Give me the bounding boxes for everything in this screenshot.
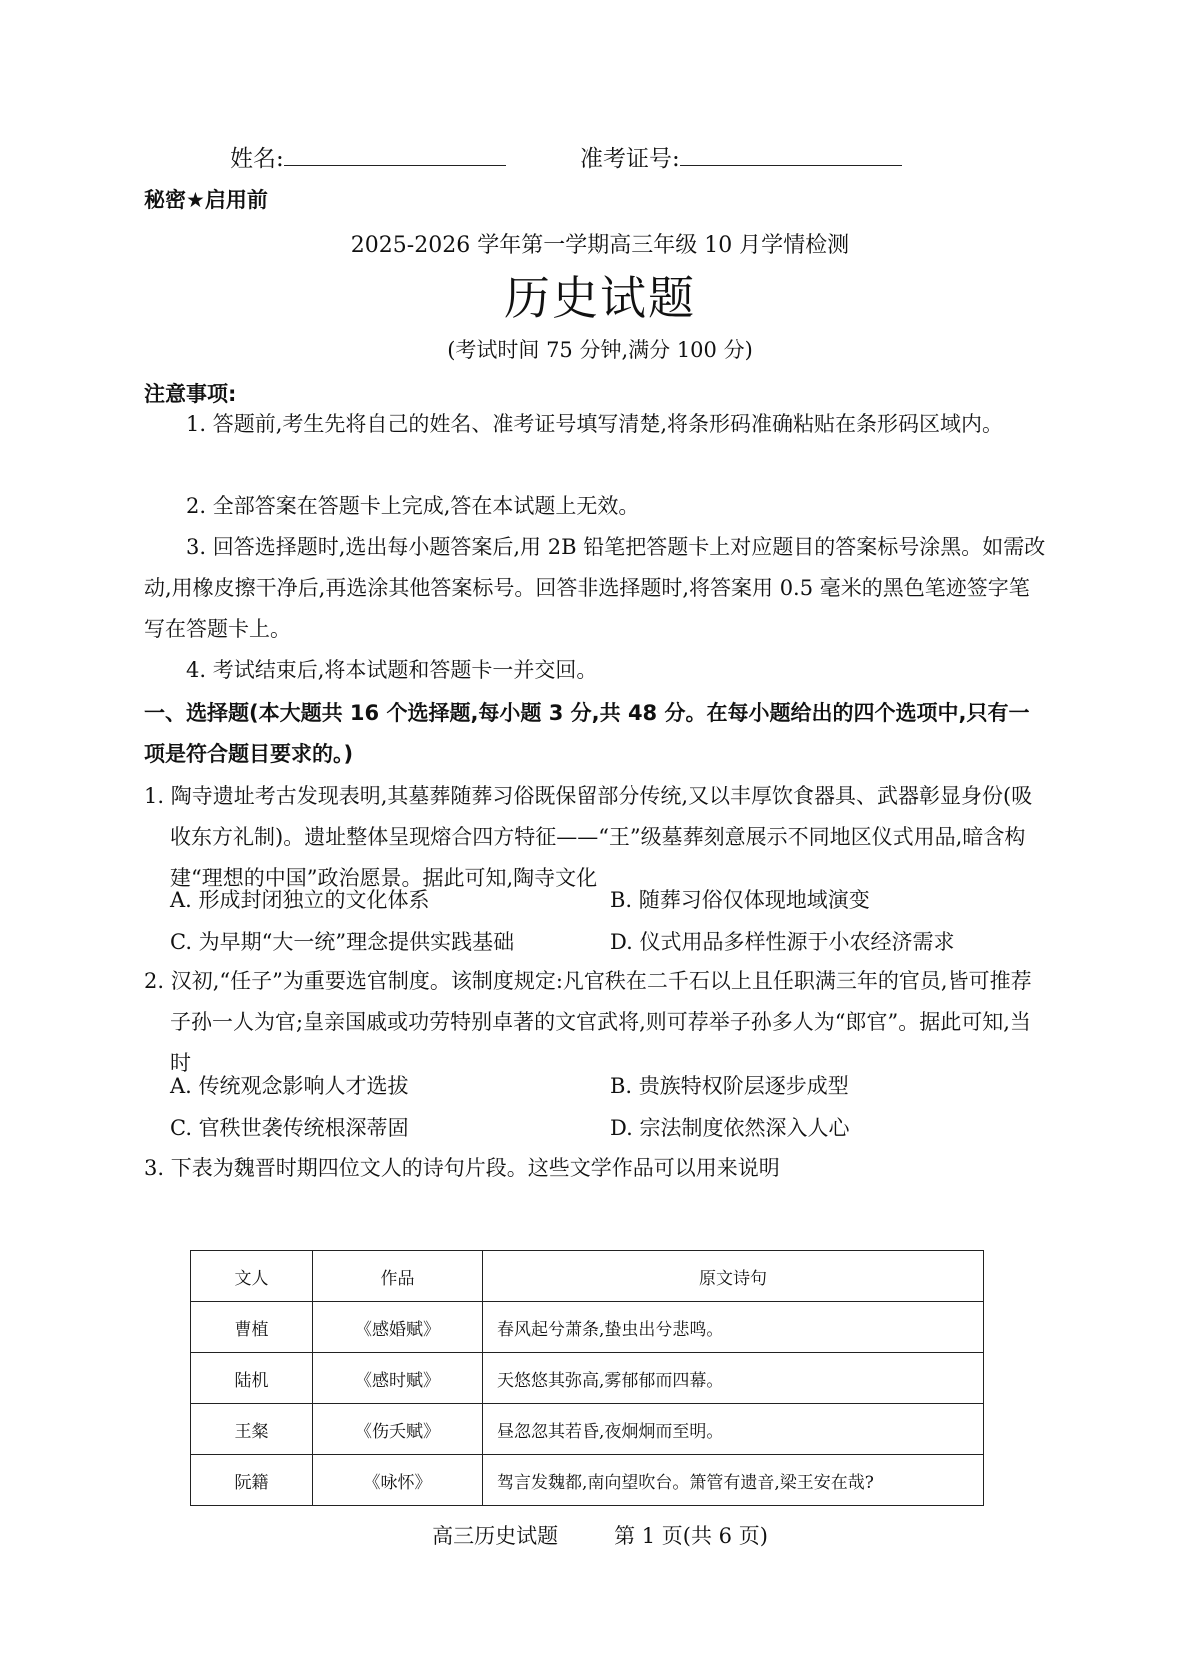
exam-subtitle: 2025-2026 学年第一学期高三年级 10 月学情检测 bbox=[350, 233, 850, 258]
question-stem: 3. 下表为魏晋时期四位文人的诗句片段。这些文学作品可以用来说明 bbox=[144, 1156, 780, 1180]
name-label: 姓名: bbox=[230, 146, 284, 172]
footer-doc-name: 高三历史试题 bbox=[432, 1524, 559, 1548]
column-header: 原文诗句 bbox=[483, 1251, 984, 1302]
table-cell: 王粲 bbox=[191, 1404, 313, 1455]
footer-page-number: 第 1 页(共 6 页) bbox=[614, 1524, 768, 1548]
question-option: D. 仪式用品多样性源于小农经济需求 bbox=[610, 930, 955, 954]
exam-title: 历史试题 bbox=[504, 271, 696, 325]
table-cell: 《感婚赋》 bbox=[313, 1302, 483, 1353]
table-row bbox=[191, 1353, 984, 1404]
table-cell: 天悠悠其弥高,雾郁郁而四幕。 bbox=[483, 1353, 984, 1404]
question-option: A. 形成封闭独立的文化体系 bbox=[170, 888, 430, 912]
column-header: 文人 bbox=[191, 1251, 313, 1302]
table-row bbox=[191, 1455, 984, 1506]
table-header-row bbox=[191, 1251, 984, 1302]
exam-time-note: (考试时间 75 分钟,满分 100 分) bbox=[447, 338, 753, 362]
table-cell: 《感时赋》 bbox=[313, 1353, 483, 1404]
question-option: B. 贵族特权阶层逐步成型 bbox=[610, 1074, 849, 1098]
name-field bbox=[230, 140, 506, 173]
exam-id-blank-line bbox=[680, 165, 902, 166]
table-cell: 阮籍 bbox=[191, 1455, 313, 1506]
poem-table bbox=[190, 1250, 984, 1506]
question-option: A. 传统观念影响人才选拔 bbox=[170, 1074, 409, 1098]
table-cell: 曹植 bbox=[191, 1302, 313, 1353]
exam-id-field bbox=[580, 140, 902, 173]
table-row bbox=[191, 1302, 984, 1353]
question-option: C. 为早期“大一统”理念提供实践基础 bbox=[170, 930, 515, 954]
table-row bbox=[191, 1404, 984, 1455]
table-cell: 驾言发魏都,南向望吹台。箫管有遗音,梁王安在哉? bbox=[483, 1455, 984, 1506]
secret-mark: 秘密★启用前 bbox=[144, 188, 268, 212]
exam-id-label: 准考证号: bbox=[580, 146, 680, 172]
table-cell: 春风起兮萧条,蛰虫出兮悲鸣。 bbox=[483, 1302, 984, 1353]
question-option: D. 宗法制度依然深入人心 bbox=[610, 1116, 850, 1140]
table-cell: 《伤夭赋》 bbox=[313, 1404, 483, 1455]
question-stem: 1. 陶寺遗址考古发现表明,其墓葬随葬习俗既保留部分传统,又以丰厚饮食器具、武器彰显身份(吸收东方礼制)。遗址整体呈现熔合四方特征——“王”级墓葬刻意展示不同地区仪式用品,暗含构建“理想的中国”政治愿景。据此可知,陶寺文化 bbox=[144, 784, 1033, 890]
table-cell: 陆机 bbox=[191, 1353, 313, 1404]
notice-item: 4. 考试结束后,将本试题和答题卡一并交回。 bbox=[186, 658, 598, 682]
question-stem: 2. 汉初,“任子”为重要选官制度。该制度规定:凡官秩在二千石以上且任职满三年的官员,皆可推荐子孙一人为官;皇亲国戚或功劳特别卓著的文官武将,则可荐举子孙多人为“郎官”。据此可知,当时 bbox=[144, 969, 1032, 1075]
section-heading: 一、选择题(本大题共 16 个选择题,每小题 3 分,共 48 分。在每小题给出的四个选项中,只有一项是符合题目要求的。) bbox=[144, 701, 1030, 766]
question-option: C. 官秩世袭传统根深蒂固 bbox=[170, 1116, 409, 1140]
table-cell: 《咏怀》 bbox=[313, 1455, 483, 1506]
notice-heading: 注意事项: bbox=[144, 382, 237, 406]
table-cell: 昼忽忽其若昏,夜炯炯而至明。 bbox=[483, 1404, 984, 1455]
name-blank-line bbox=[284, 165, 506, 166]
question-option: B. 随葬习俗仅体现地域演变 bbox=[610, 888, 870, 912]
notice-item: 1. 答题前,考生先将自己的姓名、准考证号填写清楚,将条形码准确粘贴在条形码区域内。 bbox=[186, 412, 1004, 436]
column-header: 作品 bbox=[313, 1251, 483, 1302]
page-footer bbox=[0, 1520, 1200, 1550]
notice-item: 2. 全部答案在答题卡上完成,答在本试题上无效。 bbox=[186, 494, 640, 518]
notice-item: 3. 回答选择题时,选出每小题答案后,用 2B 铅笔把答题卡上对应题目的答案标号涂黑。如需改动,用橡皮擦干净后,再选涂其他答案标号。回答非选择题时,将答案用 0.5 毫米的黑色笔迹签字笔写在答题卡上。 bbox=[144, 535, 1046, 641]
